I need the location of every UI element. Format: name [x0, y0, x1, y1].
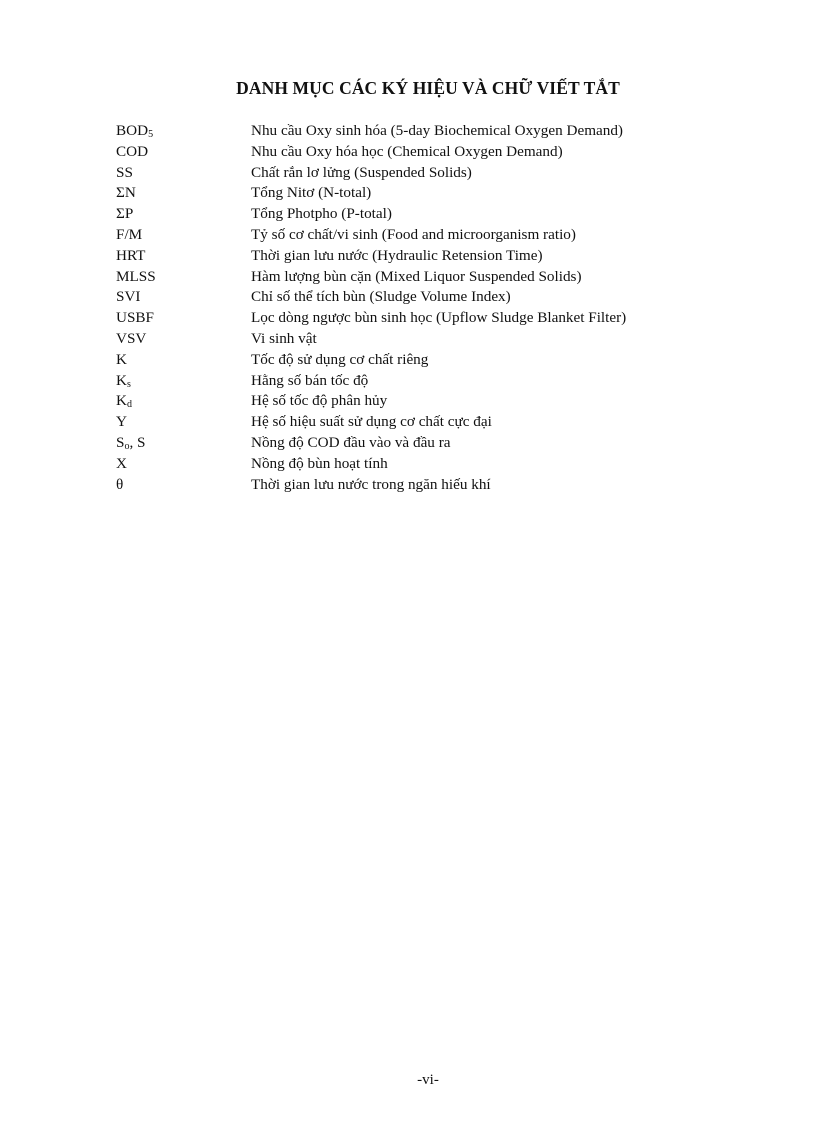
abbreviation-row — [116, 350, 716, 371]
abbreviation-term: θ — [116, 475, 124, 493]
abbreviation-list — [116, 121, 716, 495]
abbreviation-row — [116, 391, 716, 412]
abbreviation-term: K — [116, 350, 127, 368]
abbreviation-description: Nồng độ bùn hoạt tính — [251, 454, 388, 472]
abbreviation-row — [116, 433, 716, 454]
abbreviation-description: Thời gian lưu nước (Hydraulic Retension Time) — [251, 246, 543, 264]
abbreviation-term: $K_s$ — [116, 371, 131, 390]
abbreviation-row — [116, 371, 716, 392]
abbreviation-row — [116, 287, 716, 308]
abbreviation-row — [116, 454, 716, 475]
abbreviation-term: MLSS — [116, 267, 156, 285]
abbreviation-term: VSV — [116, 329, 147, 347]
abbreviation-row — [116, 183, 716, 204]
abbreviation-row — [116, 225, 716, 246]
abbreviation-row — [116, 121, 716, 142]
abbreviation-description: Tổng Photpho (P-total) — [251, 205, 392, 223]
abbreviation-row — [116, 412, 716, 433]
abbreviation-term: ΣN — [116, 184, 136, 202]
page-number: -vi- — [417, 1072, 439, 1088]
abbreviation-term: SVI — [116, 288, 141, 306]
abbreviation-term: SS — [116, 163, 133, 181]
abbreviation-description: Hàm lượng bùn cặn (Mixed Liquor Suspended Solids) — [251, 267, 582, 285]
abbreviation-description: Chất rắn lơ lửng (Suspended Solids) — [251, 163, 472, 181]
abbreviation-row — [116, 475, 716, 496]
abbreviation-term: USBF — [116, 309, 154, 327]
abbreviation-description: Vi sinh vật — [251, 329, 317, 347]
abbreviation-row — [116, 142, 716, 163]
abbreviation-row — [116, 267, 716, 288]
abbreviation-term: ΣP — [116, 205, 134, 223]
abbreviation-description: Nhu cầu Oxy sinh hóa (5-day Biochemical Oxygen Demand) — [251, 122, 623, 139]
abbreviation-term: HRT — [116, 246, 146, 264]
abbreviation-description: Thời gian lưu nước trong ngăn hiếu khí — [251, 475, 491, 493]
abbreviation-description: Tổng Nitơ (N-total) — [251, 184, 372, 202]
abbreviation-description: Lọc dòng ngược bùn sinh học (Upflow Sludge Blanket Filter) — [251, 309, 627, 327]
abbreviation-description: Hệ số hiệu suất sử dụng cơ chất cực đại — [251, 413, 492, 431]
abbreviation-description: Nồng độ COD đầu vào và đầu ra — [251, 433, 451, 451]
abbreviation-row — [116, 204, 716, 225]
abbreviation-term: COD — [116, 142, 149, 160]
abbreviation-description: Tỷ số cơ chất/vi sinh (Food and microorganism ratio) — [251, 225, 576, 243]
abbreviation-term: F/M — [116, 225, 143, 243]
abbreviation-term: $S_o$, S — [116, 433, 146, 452]
abbreviation-term: $BOD_5$ — [116, 122, 154, 140]
abbreviation-term: $K_d$ — [116, 392, 132, 411]
abbreviation-description: Tốc độ sử dụng cơ chất riêng — [251, 350, 429, 368]
abbreviation-row — [116, 308, 716, 329]
abbreviation-description: Nhu cầu Oxy hóa học (Chemical Oxygen Demand) — [251, 142, 563, 160]
page-title: DANH MỤC CÁC KÝ HIỆU VÀ CHỮ VIẾT TẮT — [236, 78, 620, 98]
abbreviation-row — [116, 163, 716, 184]
abbreviation-description: Hệ số tốc độ phân hủy — [251, 392, 388, 410]
abbreviation-row — [116, 329, 716, 350]
abbreviation-description: Chỉ số thể tích bùn (Sludge Volume Index) — [251, 288, 511, 306]
abbreviation-description: Hằng số bán tốc độ — [251, 371, 369, 389]
abbreviation-row — [116, 246, 716, 267]
abbreviation-term: Y — [116, 413, 127, 431]
abbreviation-term: X — [116, 454, 127, 472]
